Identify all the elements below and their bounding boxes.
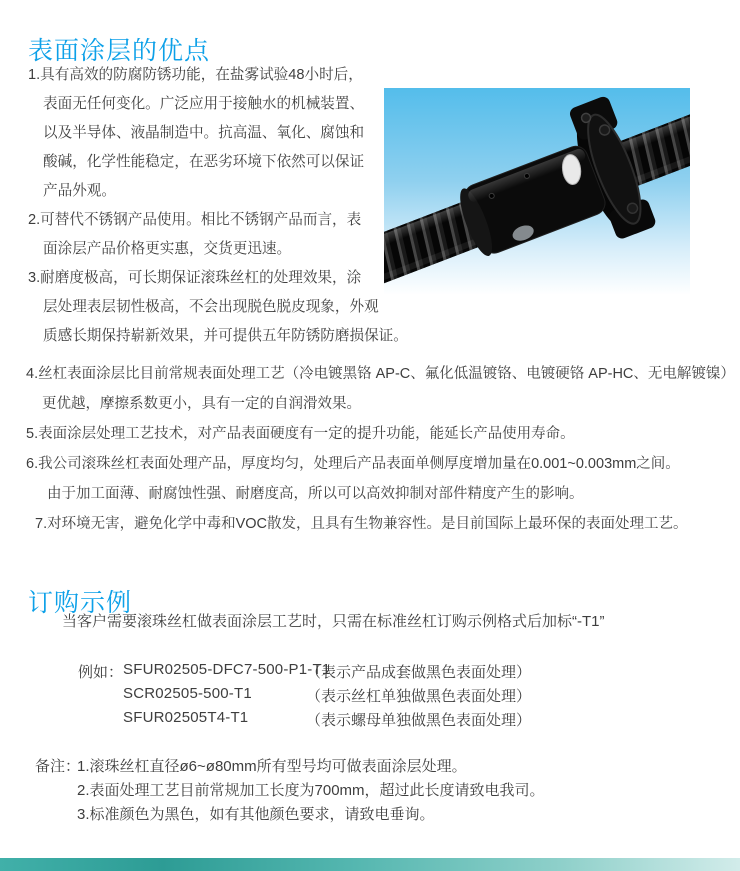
example-code: SCR02505-500-T1 (123, 685, 252, 702)
advantage-line: 由于加工面薄、耐腐蚀性强、耐磨度高，所以可以高效抑制对部件精度产生的影响。 (47, 486, 584, 502)
advantage-line: 层处理表层韧性极高，不会出现脱色脱皮现象，外观 (43, 299, 379, 315)
advantage-line: 5.表面涂层处理工艺技术，对产品表面硬度有一定的提升功能，能延长产品使用寿命。 (26, 426, 575, 442)
notes-label: 备注： (35, 758, 81, 775)
advantage-line: 3.耐磨度极高，可长期保证滚珠丝杠的处理效果，涂 (28, 270, 362, 286)
advantage-line: 6.我公司滚珠丝杠表面处理产品，厚度均匀，处理后产品表面单侧厚度增加量在0.001~0.003mm之间。 (26, 456, 680, 472)
note-line: 2.表面处理工艺目前常规加工长度为700mm，超过此长度请致电我司。 (77, 782, 545, 799)
note-line: 3.标准颜色为黑色，如有其他颜色要求，请致电垂询。 (77, 806, 435, 823)
advantage-line: 酸碱，化学性能稳定，在恶劣环境下依然可以保证 (43, 154, 365, 170)
ordering-intro: 当客户需要滚珠丝杠做表面涂层工艺时，只需在标准丝杠订购示例格式后加标“-T1” (62, 613, 605, 630)
advantage-line: 以及半导体、液晶制造中。抗高温、氧化、腐蚀和 (43, 125, 365, 141)
advantage-line: 1.具有高效的防腐防锈功能，在盐雾试验48小时后， (28, 67, 363, 83)
notes-list (77, 755, 545, 827)
advantage-line: 产品外观。 (43, 183, 116, 199)
footer-accent-bar (0, 858, 740, 871)
page-title: 表面涂层的优点 (28, 36, 211, 65)
ordering-section-title: 订购示例 (28, 588, 133, 617)
example-label: 例如： (78, 664, 124, 681)
advantage-line: 表面无任何变化。广泛应用于接触水的机械装置、 (43, 96, 365, 112)
advantage-line: 7.对环境无害，避免化学中毒和VOC散发，且具有生物兼容性。是目前国际上最环保的表面处理工艺。 (35, 516, 688, 532)
example-desc: （表示丝杠单独做黑色表面处理） (306, 688, 532, 705)
note-line: 1.滚珠丝杠直径ø6~ø80mm所有型号均可做表面涂层处理。 (77, 758, 467, 775)
ballscrew-product-photo (384, 88, 690, 295)
advantages-left-column (28, 61, 408, 351)
example-desc: （表示螺母单独做黑色表面处理） (306, 712, 532, 729)
advantages-full-width (26, 359, 735, 539)
example-code: SFUR02505T4-T1 (123, 709, 249, 726)
advantage-line: 质感长期保持崭新效果，并可提供五年防锈防磨损保证。 (43, 328, 408, 344)
example-desc: （表示产品成套做黑色表面处理） (306, 664, 532, 681)
advantage-line: 2.可替代不锈钢产品使用。相比不锈钢产品而言，表 (28, 212, 362, 228)
example-code: SFUR02505-DFC7-500-P1-T1 (123, 661, 331, 678)
advantage-line: 4.丝杠表面涂层比目前常规表面处理工艺（冷电镀黑铬 AP-C、氟化低温镀铬、电镀硬铬 AP-HC、无电解镀镍） (26, 366, 735, 382)
advantage-line: 更优越，摩擦系数更小，具有一定的自润滑效果。 (42, 396, 361, 412)
advantage-line: 面涂层产品价格更实惠，交货更迅速。 (43, 241, 292, 257)
